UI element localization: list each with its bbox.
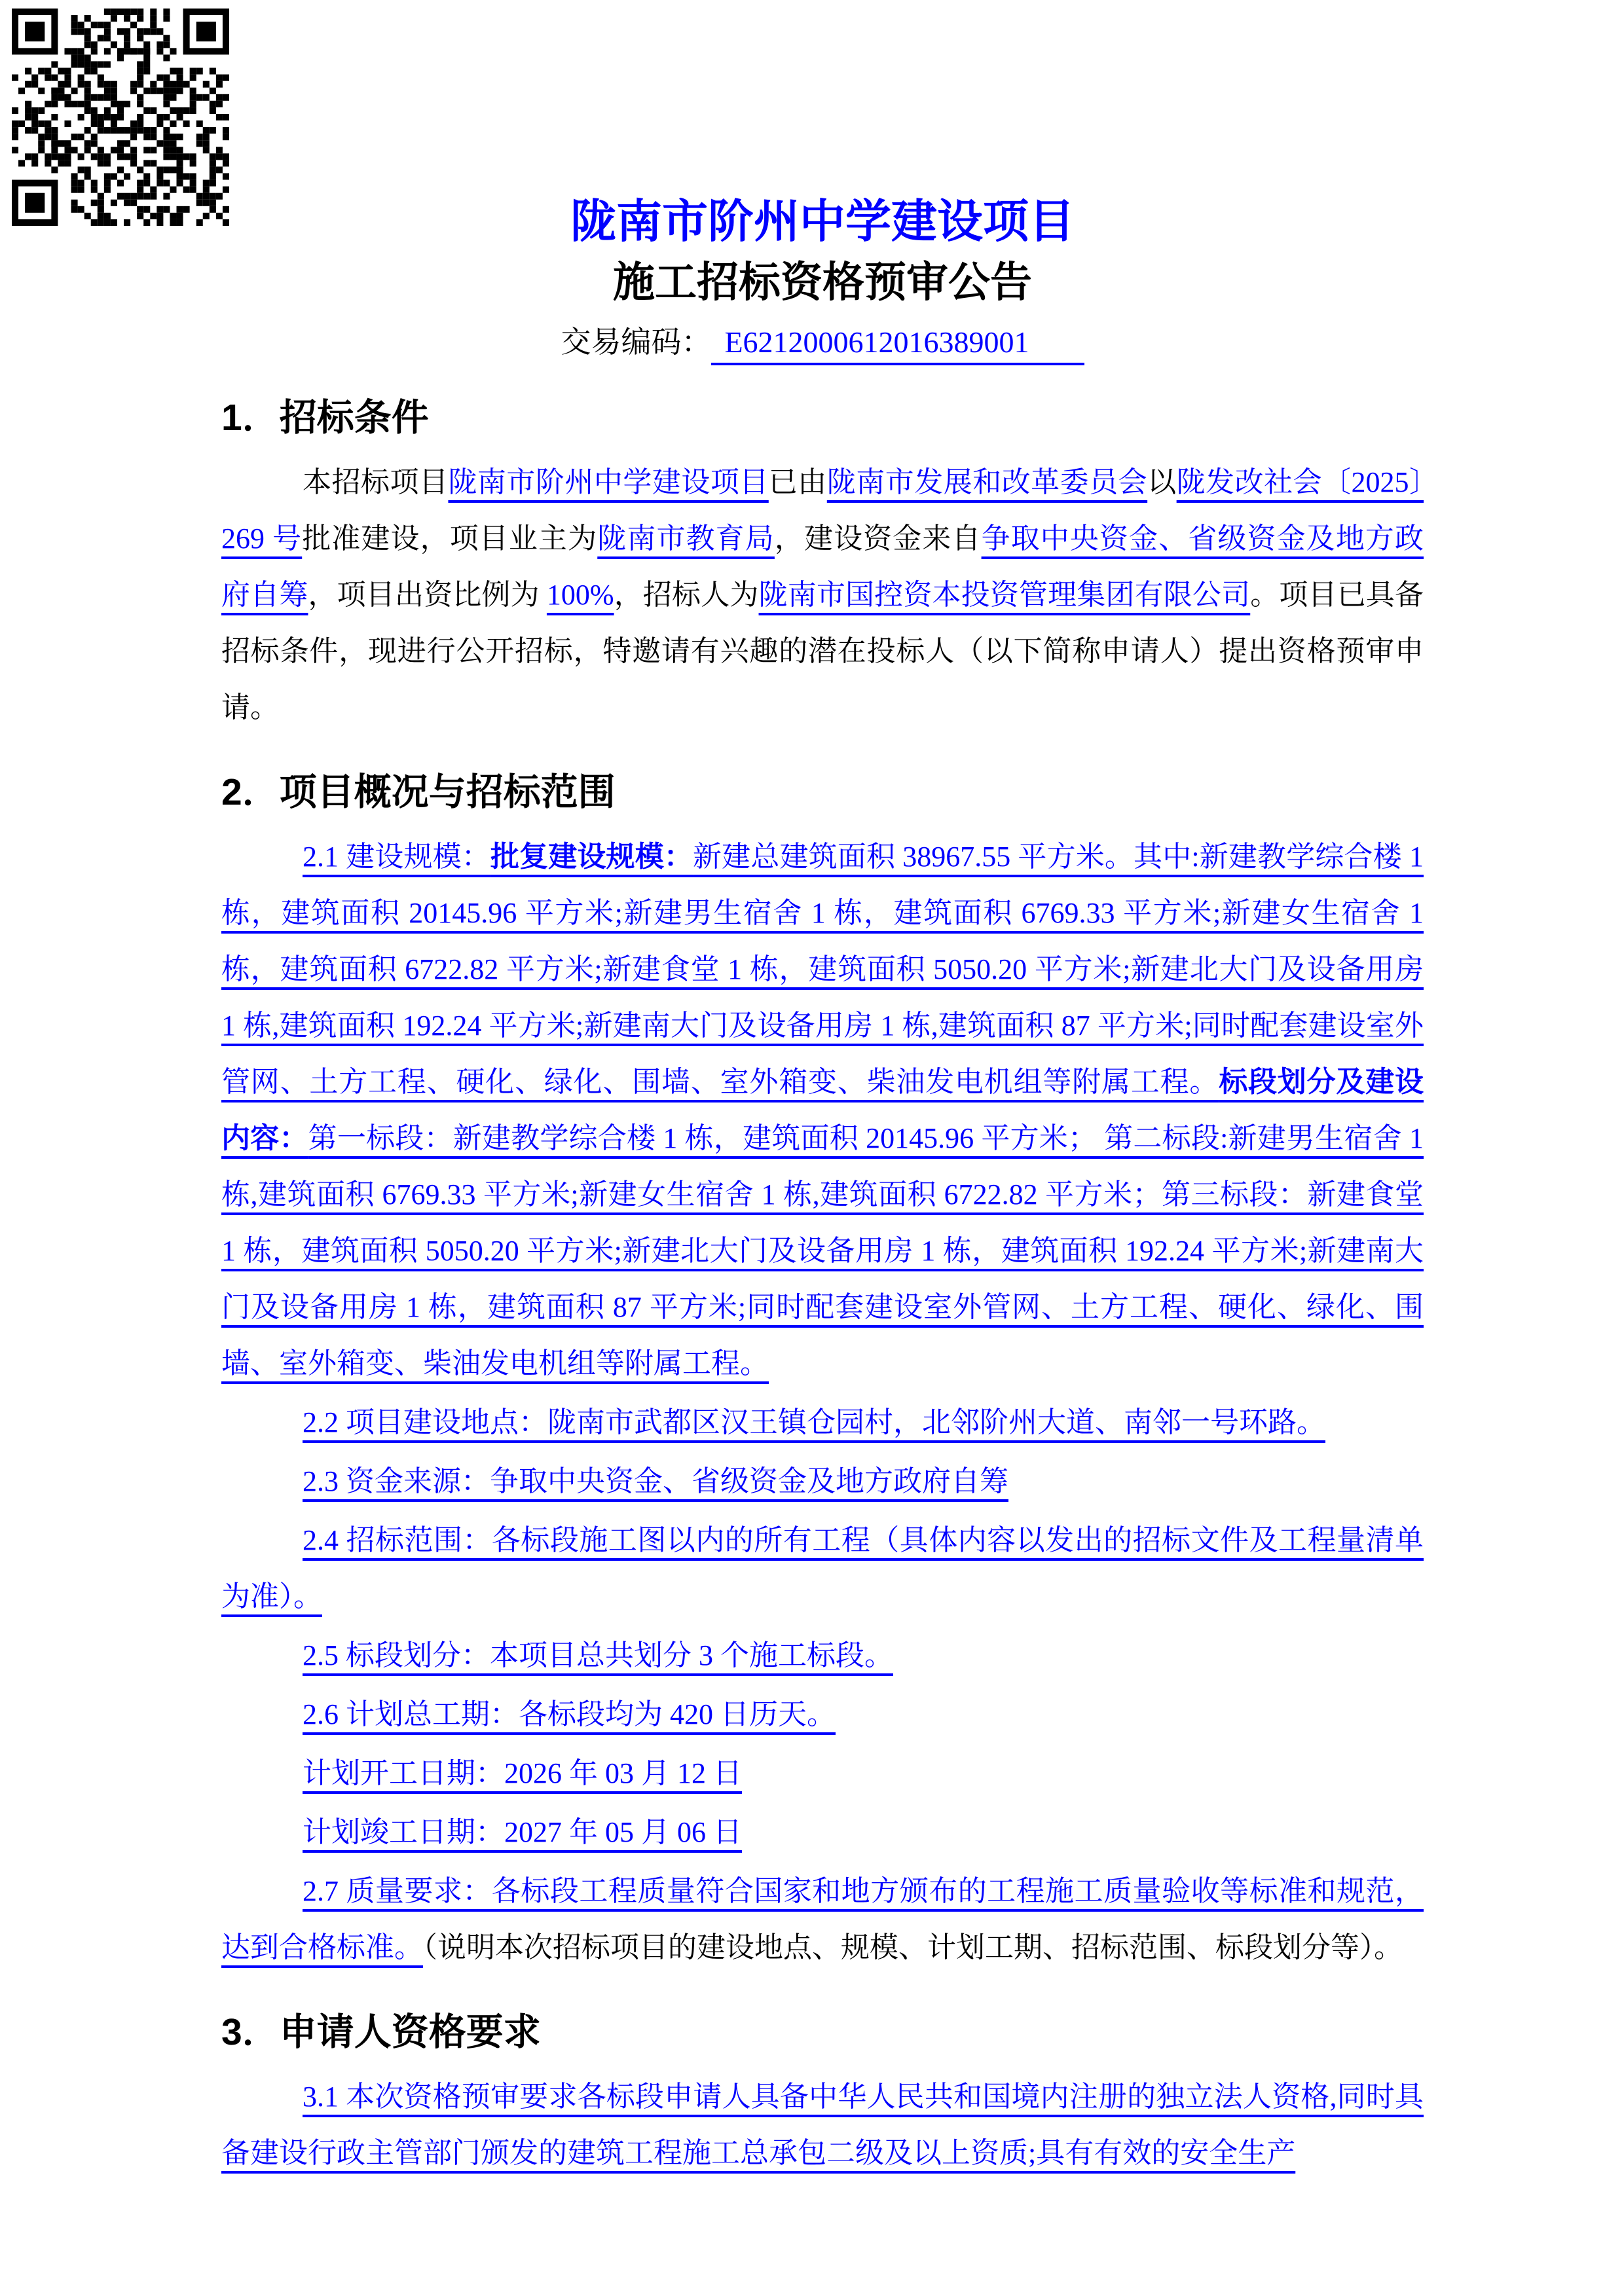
link-text-run: 100% [546,579,614,611]
paragraph [221,454,1424,736]
link-text-run: 陇南市发展和改革委员会 [826,466,1148,498]
text-run: 已由 [768,466,827,498]
paragraph [221,1745,1424,1802]
link-text-run: 陇南市国控资本投资管理集团有限公司 [758,579,1251,611]
link-text-run: 陇南市阶州中学建设项目 [448,466,769,498]
document-body [221,392,1424,2181]
link-text-run: 2.4 招标范围：各标段施工图以内的所有工程（具体内容以发出的招标文件及工程量清单为准）。 [221,1524,1424,1613]
text-run: 批准建设，项目业主为 [302,522,598,555]
link-text-run: 计划开工日期：2026 年 03 月 12 日 [303,1757,742,1789]
paragraph [221,829,1424,1392]
link-text-run: 2.1 建设规模： [303,841,490,873]
link-text-run: 3.1 本次资格预审要求各标段申请人具备中华人民共和国境内注册的独立法人资格,同时具备建设行政主管部门颁发的建筑工程施工总承包二级及以上资质;具有有效的安全生产 [221,2081,1424,2169]
link-text-run: 2.2 项目建设地点：陇南市武都区汉王镇仓园村，北邻阶州大道、南邻一号环路。 [303,1406,1325,1438]
paragraph [221,1863,1424,1976]
transaction-code-line [221,323,1424,361]
paragraph [221,2069,1424,2181]
paragraph [221,1453,1424,1510]
paragraph [221,1512,1424,1625]
link-text-run: 标段划分及建设内容： [221,1066,1424,1154]
link-text-run: 2.3 资金来源：争取中央资金、省级资金及地方政府自筹 [303,1465,1008,1497]
section-heading: 3．申请人资格要求 [221,2011,541,2053]
section-heading: 2．项目概况与招标范围 [221,771,616,813]
text-run: ，项目出资比例为 [308,579,547,611]
qr-code-image [12,9,229,226]
link-text-run: 第一标段：新建教学综合楼 1 栋，建筑面积 20145.96 平方米； 第二标段:新建男生宿舍 1 栋,建筑面积 6769.33 平方米;新建女生宿舍 1 栋,建筑面积 6722.82 平方米；第三标段：新建食堂 1 栋，建筑面积 5050.20 平方米;新建北大门及设备用房 1 栋，建筑面积 192.24 平方米;新建南大门及设备用房 1 栋，建筑面积 87 平方米;同时配套建设室外管网、土方工程、硬化、绿化、围墙、室外箱变、柴油发电机组等附属工程。 [221,1122,1424,1379]
link-text-run: 批复建设规模： [490,841,693,873]
link-text-run: 陇南市教育局 [597,522,775,555]
paragraph [221,1686,1424,1743]
text-run: 以 [1147,466,1177,498]
link-text-run: 2.5 标段划分：本项目总共划分 3 个施工标段。 [303,1639,893,1671]
transaction-code-label: 交易编码： [561,325,712,359]
text-run: （说明本次招标项目的建设地点、规模、计划工期、招标范围、标段划分等）。 [423,1931,1403,1963]
page-title: 陇南市阶州中学建设项目 [570,196,1075,247]
link-text-run: 争取中央资金、省级资金及地方政府自筹 [221,522,1424,611]
paragraph [221,1394,1424,1451]
link-text-run: 计划竣工日期：2027 年 05 月 06 日 [303,1816,742,1848]
page-subtitle: 施工招标资格预审公告 [613,259,1032,306]
transaction-code-value: E6212000612016389001 [711,325,1084,365]
link-text-run: 新建总建筑面积 38967.55 平方米。其中:新建教学综合楼 1 栋，建筑面积 20145.96 平方米;新建男生宿舍 1 栋，建筑面积 6769.33 平方米;新建女生宿舍 1 栋，建筑面积 6722.82 平方米;新建食堂 1 栋，建筑面积 5050.20 平方米;新建北大门及设备用房 1 栋,建筑面积 192.24 平方米;新建南大门及设备用房 1 栋,建筑面积 87 平方米;同时配套建设室外管网、土方工程、硬化、绿化、围墙、室外箱变、柴油发电机组等附属工程。 [221,841,1424,1098]
text-run: 。项目已具备招标条件，现进行公开招标，特邀请有兴趣的潜在投标人（以下简称申请人）提出资格预审申请。 [221,579,1424,723]
paragraph [221,1628,1424,1684]
link-text-run: 陇发改社会〔2025〕269 号 [221,466,1424,555]
link-text-run: 2.6 计划总工期：各标段均为 420 日历天。 [303,1698,836,1730]
document-content [221,0,1424,2184]
text-run: 本招标项目 [303,466,449,498]
paragraph [221,1804,1424,1861]
text-run: ，招标人为 [614,579,759,611]
link-text-run: 2.7 质量要求：各标段工程质量符合国家和地方颁布的工程施工质量验收等标准和规范，达到合格标准。 [221,1875,1424,1963]
text-run: ，建设资金来自 [774,522,982,555]
section-heading: 1．招标条件 [221,397,429,439]
